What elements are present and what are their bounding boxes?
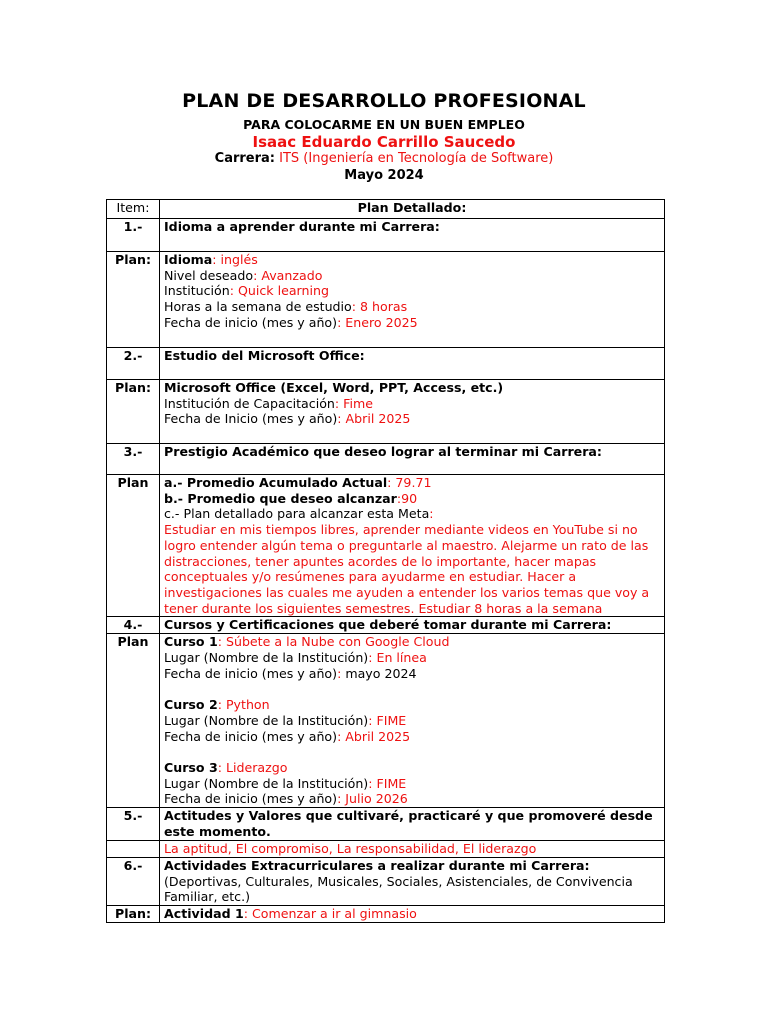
plan-detail: Idioma: inglés Nivel deseado: Avanzado Institución: Quick learning Horas a la semana de estudio: 8 horas Fecha de inicio (mes y año): Enero 2025 (160, 252, 665, 348)
plan-label: Plan (107, 475, 160, 617)
section-heading: Cursos y Certificaciones que deberé tomar durante mi Carrera: (160, 617, 665, 634)
plan-label: Plan: (107, 252, 160, 348)
document-title: PLAN DE DESARROLLO PROFESIONAL (182, 90, 586, 112)
table-row (107, 219, 665, 252)
document-subtitle: PARA COLOCARME EN UN BUEN EMPLEO (243, 117, 525, 132)
empty-cell (107, 841, 160, 858)
career-line (0, 151, 768, 166)
document-date: Mayo 2024 (344, 168, 424, 183)
values-list: La aptitud, El compromiso, La responsabilidad, El liderazgo (160, 841, 665, 858)
section-detail: (Deportivas, Culturales, Musicales, Sociales, Asistenciales, de Convivencia Familiar, etc.) (164, 873, 633, 905)
meta-plan-text: Estudiar en mis tiempos libres, aprender mediante videos en YouTube si no logro entender algún tema o preguntarle al maestro. Alejarme un rato de las distracciones, tener apuntes acordes de lo importante, hacer mapas conceptuales y/o resúmenes para ayudarme en estudiar. Hacer a investigaciones las cuales me ayuden a entender los varios temas que voy a tener durante los siguientes semestres. Estudiar 8 horas a la semana (164, 522, 650, 616)
table-row (107, 617, 665, 634)
plan-label: Plan (107, 634, 160, 808)
plan-label: Plan: (107, 906, 160, 923)
table-row (107, 841, 665, 858)
section-heading: Prestigio Académico que deseo lograr al terminar mi Carrera: (160, 444, 665, 475)
career-value: ITS (Ingeniería en Tecnología de Software) (279, 151, 554, 166)
student-name: Isaac Eduardo Carrillo Saucedo (252, 133, 516, 151)
col-item-header: Item: (107, 200, 160, 219)
plan-detail: Microsoft Office (Excel, Word, PPT, Access, etc.) Institución de Capacitación: Fime Fecha de Inicio (mes y año): Abril 2025 (160, 380, 665, 444)
table-row (107, 252, 665, 348)
item-number: 6.- (107, 858, 160, 906)
item-number: 5.- (107, 808, 160, 841)
item-number: 2.- (107, 348, 160, 380)
table-row (107, 475, 665, 617)
item-number: 1.- (107, 219, 160, 252)
table-row (107, 380, 665, 444)
table-row (107, 634, 665, 808)
table-header-row (107, 200, 665, 219)
item-number: 4.- (107, 617, 160, 634)
plan-label: Plan: (107, 380, 160, 444)
section-heading-cell (160, 858, 665, 906)
plan-detail: Actividad 1: Comenzar a ir al gimnasio (160, 906, 665, 923)
table-row (107, 906, 665, 923)
career-label: Carrera: (214, 151, 275, 166)
table-row (107, 348, 665, 380)
table-row (107, 444, 665, 475)
plan-detail: a.- Promedio Acumulado Actual: 79.71 b.- Promedio que deseo alcanzar:90 c.- Plan detallado para alcanzar esta Meta: Estudiar en mis tiempos libres, aprender mediante videos en YouTube si no logro entender algún tema o preguntarle al maestro. Alejarme un rato de las distracciones, tener apuntes acordes de lo importante, hacer mapas conceptuales y/o resúmenes para ayudarme en estudiar. Hacer a investigaciones las cuales me ayuden a entender los varios temas que voy a tener durante los siguientes semestres. Estudiar 8 horas a la semana (160, 475, 665, 617)
table-row (107, 858, 665, 906)
col-plan-header: Plan Detallado: (160, 200, 665, 219)
section-heading: Actividades Extracurriculares a realizar durante mi Carrera: (164, 858, 590, 874)
plan-detail: Curso 1: Súbete a la Nube con Google Cloud Lugar (Nombre de la Institución): En línea Fecha de inicio (mes y año): mayo 2024 Curso 2: Python Lugar (Nombre de la Institución): FIME Fecha de inicio (mes y año): Abril 2025 Curso 3: Liderazgo Lugar (Nombre de la Institución): FIME Fecha de inicio (mes y año): Julio 2026 (160, 634, 665, 808)
plan-table (106, 199, 665, 923)
section-heading: Actitudes y Valores que cultivaré, practicaré y que promoveré desde este momento. (160, 808, 665, 841)
table-row (107, 808, 665, 841)
section-heading: Estudio del Microsoft Office: (160, 348, 665, 380)
item-number: 3.- (107, 444, 160, 475)
section-heading: Idioma a aprender durante mi Carrera: (160, 219, 665, 252)
